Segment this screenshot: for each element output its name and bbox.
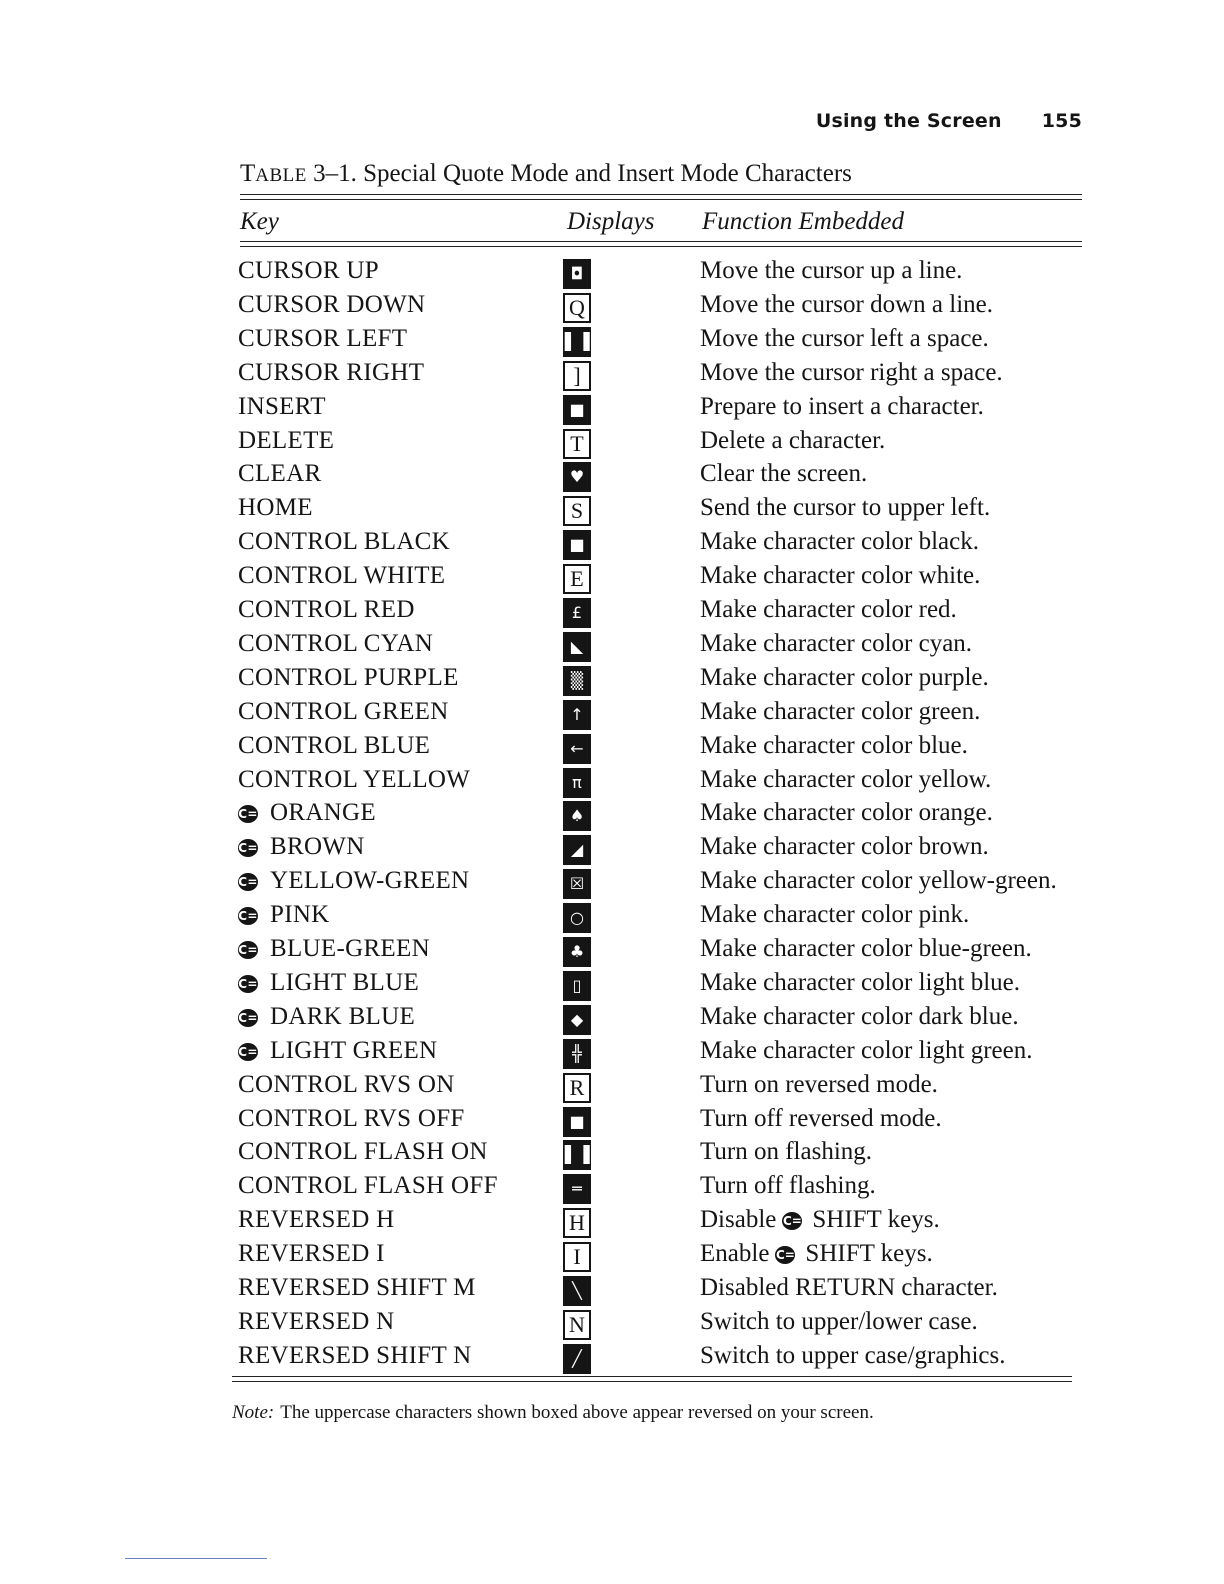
table-row	[0, 630, 1224, 664]
row-key-label: REVERSED SHIFT M	[238, 1274, 476, 1301]
row-key	[238, 494, 313, 522]
row-function: Delete a character.	[700, 426, 886, 454]
row-key	[238, 1308, 394, 1336]
display-glyph-icon: ◘	[563, 259, 591, 289]
row-key-label: CONTROL BLUE	[238, 731, 431, 759]
row-key	[238, 528, 450, 556]
row-function: Clear the screen.	[700, 460, 868, 488]
running-head	[700, 110, 1082, 132]
row-key	[238, 460, 321, 488]
row-function: Make character color dark blue.	[700, 1002, 1019, 1030]
row-key	[238, 1138, 488, 1166]
row-key	[238, 1206, 394, 1234]
row-key	[238, 291, 425, 319]
display-glyph-icon: E	[563, 564, 591, 594]
row-function: Make character color pink.	[700, 901, 970, 929]
column-header-displays: Displays	[567, 208, 655, 235]
table-row	[0, 528, 1224, 562]
row-function	[700, 1206, 940, 1234]
row-key-label: DARK BLUE	[270, 1002, 416, 1030]
header-bottom-rule-2	[240, 246, 1082, 247]
table-bottom-rule-2	[232, 1381, 1072, 1382]
table-row	[0, 562, 1224, 596]
display-glyph-icon: ▌▐	[563, 1140, 591, 1170]
display-glyph-icon: ←	[563, 734, 591, 764]
row-key-label: CONTROL YELLOW	[238, 765, 471, 793]
row-function: Make character color orange.	[700, 799, 993, 827]
row-function: Make character color cyan.	[700, 629, 973, 657]
row-key-label: INSERT	[238, 392, 326, 420]
note-label: Note:	[232, 1402, 275, 1423]
row-function: Turn off flashing.	[700, 1172, 876, 1200]
row-function: Move the cursor right a space.	[700, 358, 1003, 386]
commodore-key-icon: C=	[238, 1010, 258, 1025]
display-glyph-icon: ]	[563, 361, 591, 391]
row-key	[238, 698, 449, 726]
row-key-label: CONTROL BLACK	[238, 528, 451, 556]
table-row	[0, 1240, 1224, 1274]
row-key-label: REVERSED H	[238, 1206, 395, 1234]
table-row	[0, 596, 1224, 630]
row-key-label: ORANGE	[270, 799, 376, 827]
display-glyph-icon: T	[563, 429, 591, 459]
row-function-pre: Disable	[700, 1206, 777, 1234]
row-function-pre: Enable	[700, 1240, 770, 1268]
row-function: Send the cursor to upper left.	[700, 494, 991, 522]
row-key-label: CURSOR DOWN	[238, 290, 426, 318]
row-function: Make character color brown.	[700, 833, 989, 861]
row-key-label: LIGHT BLUE	[270, 968, 420, 996]
row-function: Make character color blue.	[700, 731, 968, 759]
note-text: The uppercase characters shown boxed above appear reversed on your screen.	[280, 1402, 874, 1423]
row-key	[238, 1037, 437, 1065]
row-key	[238, 393, 326, 421]
row-function: Make character color yellow-green.	[700, 867, 1057, 895]
table-caption	[240, 160, 852, 188]
row-key	[238, 833, 365, 861]
display-glyph-icon: ▒	[563, 666, 591, 696]
display-glyph-icon: ■	[563, 395, 591, 425]
row-function: Make character color light blue.	[700, 968, 1020, 996]
commodore-key-icon: C=	[782, 1214, 802, 1229]
row-key	[238, 969, 419, 997]
row-key	[238, 1172, 498, 1200]
table-row	[0, 799, 1224, 833]
display-glyph-icon: ♣	[563, 937, 591, 967]
display-glyph-icon: ╲	[563, 1276, 591, 1306]
table-row	[0, 664, 1224, 698]
row-key	[238, 325, 407, 353]
commodore-key-icon: C=	[238, 976, 258, 991]
row-function: Make character color green.	[700, 697, 981, 725]
row-key	[238, 867, 469, 895]
row-function: Make character color purple.	[700, 663, 989, 691]
display-glyph-icon: ╬	[563, 1039, 591, 1069]
row-key-label: REVERSED N	[238, 1307, 395, 1335]
row-key-label: CONTROL RVS OFF	[238, 1104, 465, 1132]
row-key-label: CONTROL GREEN	[238, 697, 449, 725]
table-row	[0, 1342, 1224, 1376]
commodore-key-icon: C=	[238, 807, 258, 822]
row-function: Make character color blue-green.	[700, 935, 1032, 962]
row-key-label: YELLOW-GREEN	[270, 867, 470, 895]
display-glyph-icon: ♠	[563, 801, 591, 831]
commodore-key-icon: C=	[238, 875, 258, 890]
row-key	[238, 427, 334, 455]
display-glyph-icon: S	[563, 496, 591, 526]
table-row	[0, 1138, 1224, 1172]
caption-prefix-small: ABLE	[255, 165, 307, 186]
row-key	[238, 664, 459, 692]
row-key	[238, 799, 376, 827]
row-key-label: REVERSED SHIFT N	[238, 1341, 472, 1369]
display-glyph-icon: I	[563, 1242, 591, 1272]
row-function: Turn off reversed mode.	[700, 1104, 942, 1132]
display-glyph-icon: ↑	[563, 700, 591, 730]
display-glyph-icon: ╱	[563, 1344, 591, 1374]
row-function: Make character color light green.	[700, 1036, 1033, 1064]
table-top-rule	[240, 194, 1082, 195]
commodore-key-icon: C=	[238, 1044, 258, 1059]
row-function: Switch to upper/lower case.	[700, 1307, 978, 1335]
row-key-label: DELETE	[238, 426, 335, 454]
row-key-label: CLEAR	[238, 460, 322, 488]
table-row	[0, 494, 1224, 528]
display-glyph-icon: ■	[563, 1107, 591, 1137]
row-key	[238, 935, 430, 963]
display-glyph-icon: ◢	[563, 835, 591, 865]
table-bottom-rule	[232, 1376, 1072, 1377]
display-glyph-icon: ☒	[563, 869, 591, 899]
display-glyph-icon: R	[563, 1073, 591, 1103]
table-row	[0, 732, 1224, 766]
row-function: Switch to upper case/graphics.	[700, 1341, 1006, 1369]
table-row	[0, 935, 1224, 969]
row-key	[238, 257, 379, 285]
row-function-post: SHIFT keys.	[812, 1206, 940, 1234]
column-header-function: Function Embedded	[702, 208, 905, 235]
display-glyph-icon: N	[563, 1310, 591, 1340]
display-glyph-icon: ◆	[563, 1005, 591, 1035]
display-glyph-icon: ■	[563, 530, 591, 560]
row-key	[238, 630, 433, 658]
row-key	[238, 732, 430, 760]
row-function: Move the cursor left a space.	[700, 324, 989, 352]
row-key	[238, 1240, 385, 1268]
table-note	[232, 1402, 874, 1424]
header-bottom-rule	[240, 241, 1082, 242]
row-function: Turn on flashing.	[700, 1138, 873, 1166]
display-glyph-icon: Q	[563, 293, 591, 323]
display-glyph-icon: ═	[563, 1174, 591, 1204]
display-glyph-icon: ○	[563, 903, 591, 933]
row-key-label: CONTROL RVS ON	[238, 1070, 455, 1098]
display-glyph-icon: H	[563, 1208, 591, 1238]
table-row	[0, 1172, 1224, 1206]
table-row	[0, 766, 1224, 800]
table-row	[0, 698, 1224, 732]
row-function: Make character color red.	[700, 596, 957, 623]
row-function: Make character color black.	[700, 528, 980, 556]
table-row	[0, 867, 1224, 901]
table-row	[0, 393, 1224, 427]
commodore-key-icon: C=	[238, 943, 258, 957]
row-function: Make character color yellow.	[700, 765, 992, 793]
row-function	[700, 1240, 933, 1268]
row-key	[238, 562, 445, 590]
page-edge-mark	[125, 1558, 267, 1559]
row-key-label: BLUE-GREEN	[270, 935, 430, 962]
display-glyph-icon: ▯	[563, 971, 591, 1001]
caption-prefix-big: T	[240, 160, 256, 187]
table-row	[0, 1071, 1224, 1105]
caption-rest: 3–1. Special Quote Mode and Insert Mode Characters	[306, 160, 852, 187]
row-function: Prepare to insert a character.	[700, 392, 984, 420]
row-function: Disabled RETURN character.	[700, 1274, 998, 1301]
row-key-label: HOME	[238, 494, 313, 522]
row-key	[238, 1071, 455, 1099]
table-row	[0, 1206, 1224, 1240]
table-row	[0, 1003, 1224, 1037]
row-key-label: PINK	[270, 901, 330, 929]
row-key-label: CURSOR UP	[238, 257, 379, 284]
display-glyph-icon: ♥	[563, 462, 591, 492]
row-key-label: REVERSED I	[238, 1240, 385, 1268]
column-header-key: Key	[240, 208, 279, 235]
row-key-label: LIGHT GREEN	[270, 1036, 438, 1064]
row-key-label: CONTROL CYAN	[238, 629, 434, 657]
commodore-key-icon: C=	[238, 909, 258, 924]
row-key-label: CONTROL WHITE	[238, 562, 446, 590]
commodore-key-icon: C=	[238, 841, 258, 856]
table-top-rule-2	[240, 199, 1082, 200]
display-glyph-icon: ◣	[563, 632, 591, 662]
table-row	[0, 359, 1224, 393]
row-key	[238, 1274, 476, 1302]
display-glyph-icon: π	[563, 768, 591, 798]
table-row	[0, 325, 1224, 359]
table-row	[0, 427, 1224, 461]
row-key-label: CURSOR LEFT	[238, 324, 408, 352]
row-function: Turn on reversed mode.	[700, 1070, 938, 1098]
row-key-label: CONTROL PURPLE	[238, 663, 459, 691]
row-key	[238, 596, 415, 624]
table-row	[0, 969, 1224, 1003]
table-row	[0, 1105, 1224, 1139]
row-function: Make character color white.	[700, 562, 981, 590]
display-glyph-icon: £	[563, 598, 591, 628]
row-key	[238, 359, 424, 387]
row-key-label: CONTROL FLASH OFF	[238, 1172, 498, 1200]
page-number: 155	[1041, 110, 1082, 132]
table-row	[0, 901, 1224, 935]
row-key-label: CURSOR RIGHT	[238, 358, 425, 386]
display-glyph-icon: ▌▐	[563, 327, 591, 357]
row-key-label: CONTROL FLASH ON	[238, 1138, 488, 1166]
section-title: Using the Screen	[815, 110, 1002, 132]
row-key-label: CONTROL RED	[238, 596, 415, 623]
row-key	[238, 901, 330, 929]
row-key	[238, 1342, 472, 1370]
commodore-key-icon: C=	[775, 1248, 795, 1263]
row-key	[238, 766, 470, 794]
table-row	[0, 460, 1224, 494]
row-function: Move the cursor up a line.	[700, 257, 963, 284]
table-row	[0, 833, 1224, 867]
row-key	[238, 1003, 415, 1031]
table-row	[0, 1308, 1224, 1342]
row-key	[238, 1105, 465, 1133]
table-row	[0, 257, 1224, 291]
table-row	[0, 1274, 1224, 1308]
row-function: Move the cursor down a line.	[700, 290, 993, 318]
row-key-label: BROWN	[270, 833, 365, 861]
table-row	[0, 1037, 1224, 1071]
row-function-post: SHIFT keys.	[805, 1240, 933, 1268]
table-row	[0, 291, 1224, 325]
